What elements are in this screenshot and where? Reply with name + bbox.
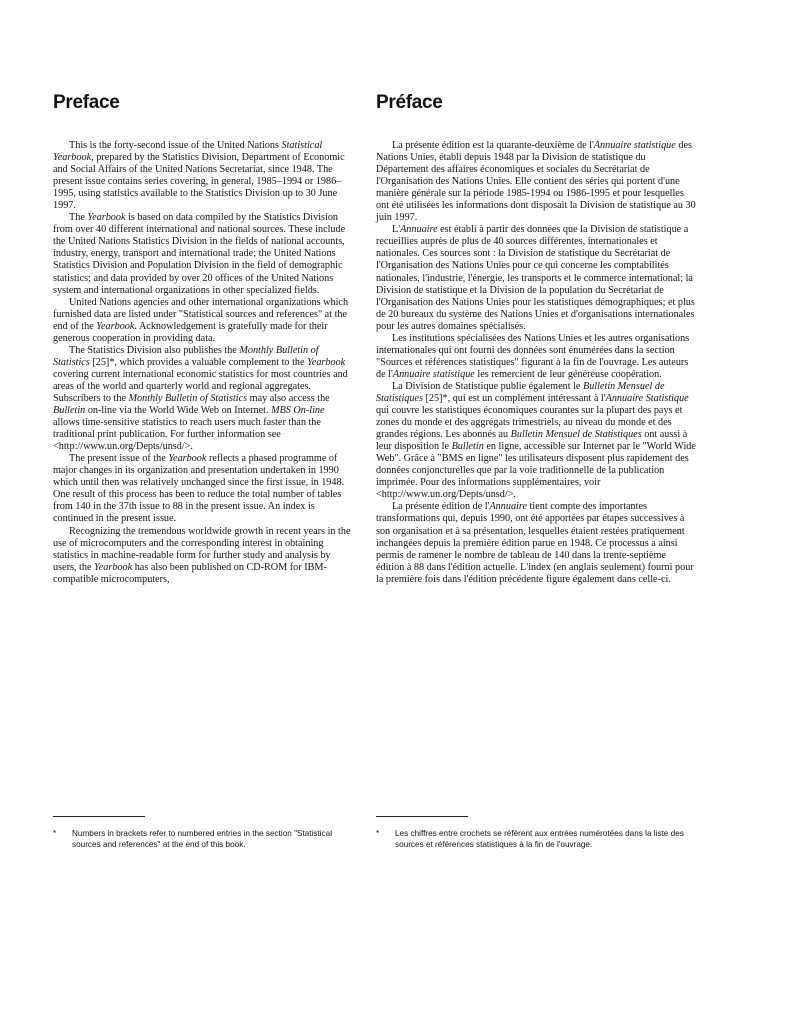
italic-title: Yearbook bbox=[96, 320, 135, 332]
french-body bbox=[376, 140, 696, 586]
english-paragraph-6: Recognizing the tremendous worldwide growth in recent years in the use of microcomputers and the corresponding interest in obtaining statistics in machine-readable form for further study and analysis by users, the Yearbook has also been published on CD-ROM for IBM-compatible microcomputers, bbox=[53, 525, 351, 585]
french-heading: Préface bbox=[376, 92, 443, 113]
french-footnote-mark: * bbox=[376, 829, 380, 838]
italic-title: Yearbook bbox=[307, 356, 346, 368]
english-paragraph-1: This is the forty-second issue of the United Nations Statistical Yearbook, prepared by the Statistics Division, Department of Economic and Social Affairs of the United Nations Secretariat, since 1948. The present issue contains series covering, in general, 1985–1994 or 1986–1995, using statistics available to the Statistics Division up to 30 June 1997. bbox=[53, 140, 345, 212]
french-footnote bbox=[376, 829, 696, 850]
italic-title: Statistical Yearbook bbox=[53, 140, 323, 164]
french-footnote-rule bbox=[376, 816, 468, 817]
english-paragraph-5: The present issue of the Yearbook reflects a phased programme of major changes in its organization and presentation undertaken in 1990 which until then was relatively unchanged since the first issue, in 1948. One result of this process has been to reduce the total number of tables from 140 in the 37th issue to 88 in the present issue. An index is continued in the present issue. bbox=[53, 453, 345, 525]
italic-title: Monthly Bulletin of Statistics bbox=[128, 392, 248, 404]
english-paragraph-2: The Yearbook is based on data compiled by the Statistics Division from over 40 different international and national sources. These include the United Nations Statistics Division in the fields of national accounts, industry, energy, transport and international trade; the United Nations Statistics Division and Population Division in the field of demographic statistics; and data provided by over 20 offices of the United Nations system and international organizations in other specialized fields. bbox=[53, 212, 346, 296]
french-paragraph-5: La présente édition de l'Annuaire tient compte des importantes transformations qui, depuis 1990, ont été apportées par étapes successives à son organisation et à sa présentation, lesquelles étaient restées pratiquement inchangées depuis la première édition parue en 1948. Ce processus a ainsi permis de ramener le nombre de tableau de 140 dans la trente-septième édition à 88 dans l'édition actuelle. L'index (en anglais seulement) fourni pour la première fois dans l'édition précédente figure également dans celle-ci. bbox=[376, 501, 694, 585]
french-column bbox=[376, 92, 696, 586]
italic-title: MBS On-line bbox=[271, 405, 325, 417]
italic-title: Annuaire Statistique bbox=[605, 392, 689, 404]
french-footnote-text: Les chiffres entre crochets se réfèrent aux entrées numérotées dans la liste des sources et références statistiques à la fin de l'ouvrage. bbox=[395, 829, 684, 849]
italic-title: Bulletin Mensuel de Statistiques bbox=[510, 429, 642, 441]
english-paragraph-4: The Statistics Division also publishes the Monthly Bulletin of Statistics [25]*, which provides a valuable complement to the Yearbook covering current international economic statistics for most countries and areas of the world and quarterly world and regional aggregates. Subscribers to the Monthly Bulletin of Statistics may also access the Bulletin on-line via the World Wide Web on Internet. MBS On-line allows time-sensitive statistics to reach users much faster than the traditional print publication. For further information see <http://www.un.org/Depts/unsd/>. bbox=[53, 344, 348, 453]
italic-title: Yearbook bbox=[87, 212, 126, 224]
english-body bbox=[53, 140, 353, 586]
italic-title: Yearbook bbox=[94, 561, 133, 573]
italic-title: Bulletin bbox=[53, 405, 86, 417]
french-paragraph-4: La Division de Statistique publie également le Bulletin Mensuel de Statistiques [25]*, qui est un complément intéressant à l'Annuaire Statistique qui couvre les statistiques économiques courantes sur la plupart des pays et zones du monde et des aggrégats trimestriels, au niveau du monde et des grandes régions. Les abonnés au Bulletin Mensuel de Statistiques ont aussi à leur disposition le Bulletin en ligne, accessible sur Internet par le "World Wide Web". Grâce à "BMS en ligne" les utilisateurs disposent plus rapidement des données conjoncturelles que par la voie traditionnelle de la publication imprimée. Pour des informations supplémentaires, voir <http://www.un.org/Depts/unsd/>. bbox=[376, 380, 696, 501]
italic-title: Monthly Bulletin of Statistics bbox=[53, 344, 319, 368]
italic-title: Yearbook bbox=[168, 453, 207, 465]
english-footnote bbox=[53, 829, 353, 850]
english-footnote-mark: * bbox=[53, 829, 57, 838]
italic-title: Bulletin Mensuel de Statistiques bbox=[376, 380, 665, 404]
italic-title: Annuaire statistique bbox=[593, 140, 676, 151]
english-paragraph-3: United Nations agencies and other international organizations which furnished data are listed under "Statistical sources and references" at the end of the Yearbook. Acknowledgement is gratefully made for their generous cooperation in providing data. bbox=[53, 296, 349, 344]
italic-title: Annuaire bbox=[489, 501, 527, 513]
french-paragraph-2: L'Annuaire est établi à partir des données que la Division de statistique a recueillies auprès de plus de 40 sources différentes, internationales et nationales. Ces sources sont : la Division de statistique du Secrétariat de l'Organisation des Nations Unies pour ce qui concerne les comptabilités nationales, l'industrie, l'énergie, les transports et le commerce international; la Division de statistique et la Division de la population du Secrétariat de l'Organisation des Nations Unies pour les statistiques démographiques; et plus de 20 bureaux du système des Nations Unies et d'organisations internationales pour les autres domaines spécialisés. bbox=[376, 224, 695, 332]
english-footnote-rule bbox=[53, 816, 145, 817]
french-paragraph-1: La présente édition est la quarante-deuxième de l'Annuaire statistique des Nations Unies, établi depuis 1948 par la Division de statistique du Département des affaires économiques et sociales du Secrétariat de l'Organisation des Nations Unies. Elle contient des séries qui portent d'une manière générale sur la période 1985-1994 ou 1986-1995 et pour lesquelles ont été utilisées les informations dont disposait la Division de statistique au 30 juin 1997. bbox=[376, 140, 696, 224]
english-heading: Preface bbox=[53, 92, 120, 113]
english-footnote-text: Numbers in brackets refer to numbered entries in the section "Statistical sources and references" at the end of this book. bbox=[72, 829, 333, 849]
italic-title: Annuaire bbox=[400, 224, 438, 236]
french-paragraph-3: Les institutions spécialisées des Nations Unies et les autres organisations internationales qui ont fourni des données sont énumérées dans la section "Sources et références statistiques" figurant à la fin de l'ouvrage. Les auteurs de l'Annuaire statistique les remercient de leur généreuse coopération. bbox=[376, 332, 690, 380]
italic-title: Bulletin bbox=[451, 441, 484, 453]
english-column bbox=[53, 92, 353, 586]
italic-title: Annuaire statistique bbox=[392, 368, 475, 380]
